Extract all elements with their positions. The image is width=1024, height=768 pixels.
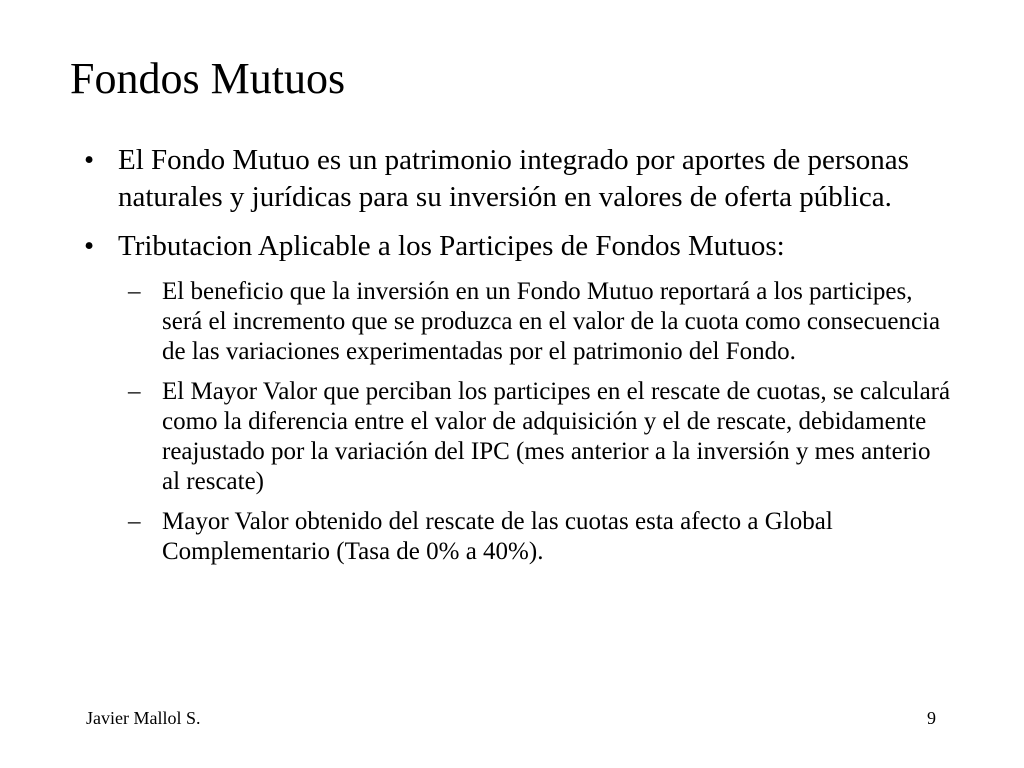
sub-bullet-list	[0, 277, 1024, 567]
sub-bullet-text: Mayor Valor obtenido del rescate de las cuotas esta afecto a Global Complementario (Tasa de 0% a 40%).	[162, 508, 833, 565]
sub-bullet-marker: –	[128, 378, 141, 405]
bullet-marker: •	[84, 144, 95, 176]
sub-bullet-marker: –	[128, 508, 141, 535]
bullet-item	[84, 142, 938, 216]
bullet-text: Tributacion Aplicable a los Participes de Fondos Mutuos:	[118, 230, 785, 262]
sub-bullet-item	[128, 507, 952, 567]
sub-bullet-marker: –	[128, 278, 141, 305]
bullet-text: El Fondo Mutuo es un patrimonio integrado por aportes de personas naturales y jurídicas para su inversión en valores de oferta pública.	[118, 144, 909, 213]
sub-bullet-text: El beneficio que la inversión en un Fondo Mutuo reportará a los participes, será el incremento que se produzca en el valor de la cuota como consecuencia de las variaciones experimentadas por el patrimonio del Fondo.	[162, 278, 941, 365]
sub-bullet-text: El Mayor Valor que perciban los participes en el rescate de cuotas, se calculará como la diferencia entre el valor de adquisición y el de rescate, debidamente reajustado por la variación del IPC (mes anterior a la inversión y mes anterio al rescate)	[162, 378, 951, 495]
slide-content	[0, 142, 1024, 577]
bullet-marker: •	[84, 230, 95, 262]
footer-page-number: 9	[927, 708, 936, 728]
footer-author: Javier Mallol S.	[86, 708, 201, 728]
bullet-item	[84, 228, 938, 265]
sub-bullet-item	[128, 277, 952, 367]
slide-title: Fondos Mutuos	[70, 54, 346, 103]
sub-bullet-item	[128, 377, 952, 497]
